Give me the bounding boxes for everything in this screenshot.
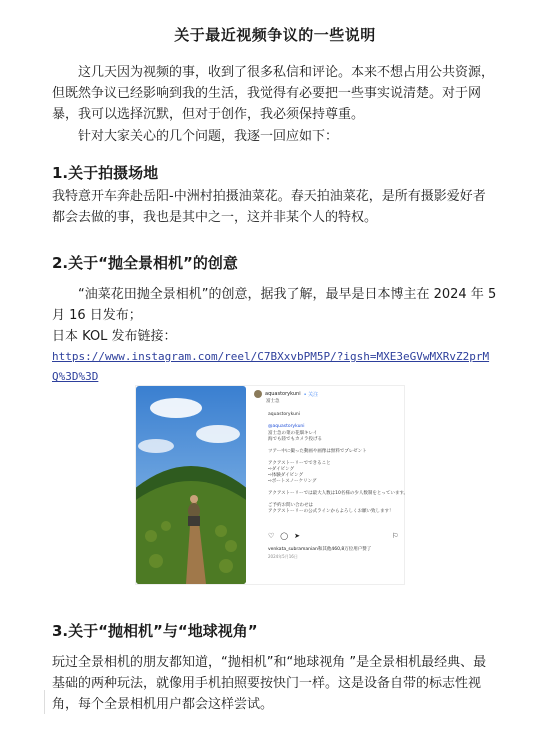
heart-icon[interactable]: ♡ — [268, 532, 275, 540]
caption-line: ご予約お問い合わせは — [268, 503, 313, 508]
caption-line: ⇨体験ダイビング — [268, 473, 304, 478]
document-title: 关于最近视频争议的一些说明 — [174, 26, 376, 44]
photo-field-image — [136, 386, 246, 584]
post-location: 富士急 — [266, 399, 280, 404]
section-body-venue: 我特意开车奔赴岳阳-中洲村拍摄油菜花。春天拍油菜花，是所有摄影爱好者都会去做的事，我也是其中之一，这并非某个人的特权。 — [52, 189, 486, 225]
post-date: 2024年5月16日 — [268, 554, 298, 559]
section-heading-perspective: 3.关于“抛相机”与“地球视角” — [52, 622, 258, 640]
post-header — [254, 390, 318, 398]
caption-line: ⇨ダイビング — [268, 467, 295, 472]
post-username: aquastorykuni — [265, 391, 301, 397]
instagram-screenshot — [136, 386, 408, 584]
section-heading-idea: 2.关于“抛全景相机”的创意 — [52, 254, 238, 272]
instagram-post-panel — [248, 386, 408, 584]
caption-line: アクアストーリーでは最大人数は10名様の少人数制をとっています。 — [268, 491, 408, 496]
post-action-bar — [268, 532, 399, 540]
caption-line: ⇨ボートスノーケリング — [268, 479, 317, 484]
comment-icon[interactable]: ◯ — [280, 532, 289, 540]
caption-line: アクアストーリーでできること — [268, 461, 331, 466]
link-label: 日本 KOL 发布链接： — [52, 329, 177, 344]
intro-paragraph: 这几天因为视频的事，收到了很多私信和评论。本来不想占用公共资源，但既然争议已经影响到我的生活，我觉得有必要把一些事实说清楚。对于网暴，我可以选择沉默，但对于创作，我必须保持尊重。 — [52, 65, 495, 122]
follow-button[interactable]: • 关注 — [303, 391, 319, 398]
avatar — [254, 390, 262, 398]
instagram-link[interactable]: https://www.instagram.com/reel/C7BXxvbPM5P/?igsh=MXE3eGVwMXRvZ2prMQ%3D%3D — [52, 350, 490, 383]
section-body-perspective: 玩过全景相机的朋友都知道，“抛相机”和“地球视角 ”是全景相机最经典、最基础的两种玩法，就像用手机拍照要按快门一样。这是设备自带的标志性视角，每个全景相机用户都会这样尝试。 — [52, 655, 487, 712]
section-body-idea: “油菜花田抛全景相机”的创意，据我了解，最早是日本博主在 2024 年 5 月 16 日发布； — [52, 287, 497, 323]
margin-marker — [44, 690, 45, 714]
caption-line: 富士急の菜の花畑キレイ — [268, 431, 318, 436]
caption-username: aquastorykuni — [268, 412, 301, 417]
caption-line: アクアストーリーの公式ラインからよろしくお願い致します！ — [268, 509, 394, 514]
caption-line: @aquastorykuni — [268, 424, 305, 429]
caption-line: ツアー中に撮った動画や画像は無料でプレゼント — [268, 449, 367, 454]
share-icon[interactable]: ➤ — [294, 532, 300, 540]
section-heading-venue: 1.关于拍摄场地 — [52, 164, 159, 182]
caption-line: 海でも陸でもカメラ投げる — [268, 437, 322, 442]
likes-text: venkata_subramanian和其他460,8万位用户赞了 — [268, 547, 372, 552]
intro-paragraph-2: 针对大家关心的几个问题，我逐一回应如下： — [78, 129, 339, 144]
bookmark-icon[interactable]: ⚐ — [392, 532, 399, 540]
